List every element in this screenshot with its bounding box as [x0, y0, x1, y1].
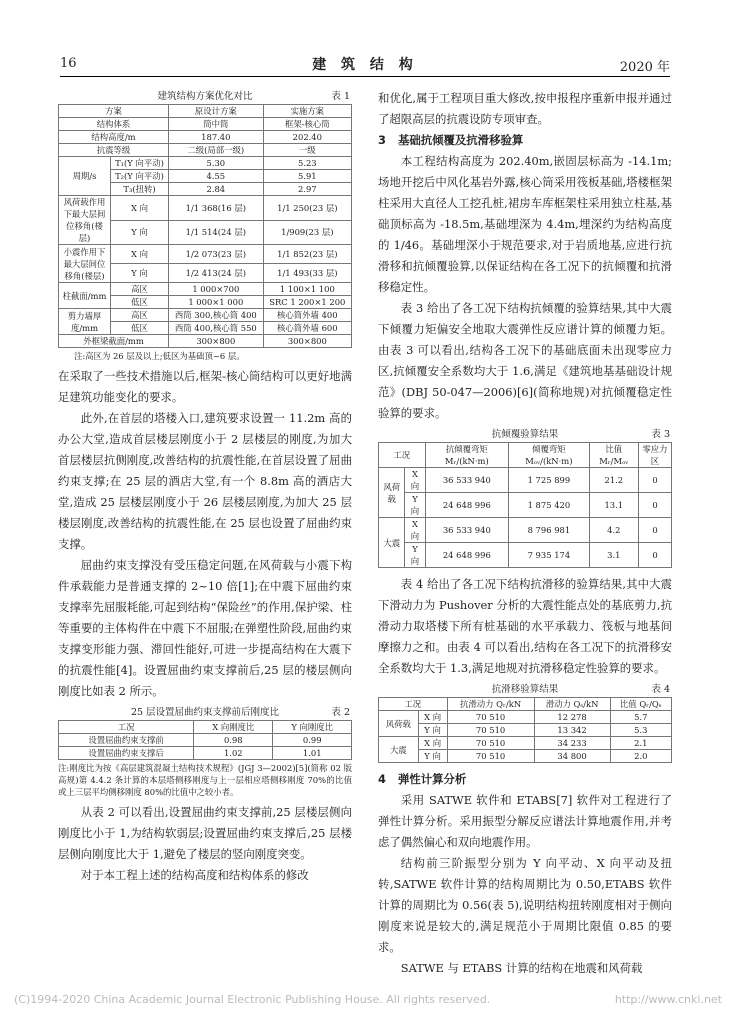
table-row: 周期/s T₁(Y 向平动) 5.30 5.23: [59, 157, 352, 170]
table-row: 外框梁截面/mm 300×800 300×800: [59, 335, 352, 348]
table1-title: 建筑结构方案优化对比: [157, 91, 253, 102]
table1: [58, 104, 352, 348]
table-row: 风荷载作用下最大层间位移角(楼层) X 向 1/1 368(16 层) 1/1 250(23 层): [59, 196, 352, 221]
table3-caption: [378, 428, 672, 442]
table-row: Y 向 24 648 996 1 875 420 13.1 0: [379, 493, 672, 518]
table1-caption: [58, 90, 352, 104]
table2-note: 注:刚度比为按《高层建筑混凝土结构技术规程》(JGJ 3—2002)[5](简称 02 版高规)第 4.4.2 条计算的本层塔侧移刚度与上一层相应塔侧移刚度 70%的比值或上三层平均侧移刚度 80%的比值中之较小者。: [58, 763, 352, 797]
paragraph: 屈曲约束支撑没有受压稳定问题,在风荷载与小震下构件承载能力是普通支撑的 2~10 倍[1];在中震下屈曲约束支撑率先屈服耗能,可起到结构“保险丝”的作用,保护梁、柱等重要的主体构件在中震下不屈服;在弹塑性阶段,屈曲约束支撑变形能力强、滞回性能好,可进一步提高结构在大震下的抗震性能[4]。设置屈曲约束支撑前后,25 层的楼层侧向刚度比如表 2 所示。: [58, 558, 352, 698]
table-row: 设置屈曲约束支撑后 1.02 1.01: [59, 747, 352, 760]
paragraph: SATWE 与 ETABS 计算的结构在地震和风荷载: [400, 961, 643, 975]
paragraph: 对于本工程上述的结构高度和结构体系的修改: [80, 868, 309, 882]
table2-title: 25 层设置屈曲约束支撑前后刚度比: [130, 707, 280, 718]
paragraph: 从表 2 可以看出,设置屈曲约束支撑前,25 层楼层侧向刚度比小于 1,为结构软弱层;设置屈曲约束支撑后,25 层楼层侧向刚度比大于 1,避免了楼层的竖向刚度突变。: [58, 805, 352, 861]
paragraph: 结构前三阶振型分别为 Y 向平动、X 向平动及扭转,SATWE 软件计算的结构周期比为 0.50,ETABS 软件计算的周期比为 0.56(表 5),说明结构扭转刚度相对于侧向刚度来说是较大的,满足规范小于周期比限值 0.85 的要求。: [378, 856, 672, 954]
section-heading-4: [378, 769, 672, 790]
table-row: 结构体系 筒中筒 框架-核心筒: [59, 118, 352, 131]
right-column: [378, 88, 672, 979]
table-row: 结构高度/m 187.40 202.40: [59, 131, 352, 144]
table-row: 柱截面/mm 高区 1 000×700 1 100×1 100: [59, 283, 352, 296]
table-row: T₃(扭转) 2.84 2.97: [59, 183, 352, 196]
section-title: 基础抗倾覆及抗滑移验算: [397, 133, 524, 147]
table-row: 工况 抗倾覆弯矩 Mᵣ/(kN·m) 倾覆弯矩 Mₒᵥ/(kN·m) 比值 Mᵣ/Mₒᵥ 零应力区: [379, 443, 672, 468]
table-row: 设置屈曲约束支撑前 0.98 0.99: [59, 734, 352, 747]
table-row: Y 向 70 510 34 800 2.0: [379, 750, 672, 763]
section-heading-3: [378, 130, 672, 151]
table4: [378, 697, 672, 763]
table3: [378, 442, 672, 568]
table-row: T₂(Y 向平动) 4.55 5.91: [59, 170, 352, 183]
page-number: 16: [60, 56, 77, 71]
header-rule: [60, 76, 670, 77]
paragraph: 此外,在首层的塔楼入口,建筑要求设置一 11.2m 高的办公大堂,造成首层楼层刚度小于 2 层楼层的刚度,为加大首层楼层抗侧刚度,改善结构的抗震性能,在首层设置了屈曲约束支撑;在 25 层的酒店大堂,有一个 8.8m 高的酒店大堂,造成 25 层楼层刚度小于 26 层楼层刚度,为加大 25 层楼层刚度,改善结构的抗震性能,在 25 层也设置了屈曲约束支撑。: [58, 411, 352, 551]
table-row: 风荷载 X 向 70 510 12 278 5.7: [379, 711, 672, 724]
table2-number: 表 2: [331, 707, 350, 718]
table3-title: 抗倾覆验算结果: [491, 429, 559, 440]
table4-number: 表 4: [651, 684, 670, 695]
table-row: Y 向 1/1 514(24 层) 1/909(23 层): [59, 220, 352, 245]
table3-number: 表 3: [651, 429, 670, 440]
section-number: 4: [378, 772, 386, 786]
table-row: 大震 X 向 36 533 940 8 796 981 4.2 0: [379, 518, 672, 543]
page-header: [0, 54, 730, 74]
table4-title: 抗滑移验算结果: [491, 684, 559, 695]
paragraph: 采用 SATWE 软件和 ETABS[7] 软件对工程进行了弹性计算分析。采用振型分解反应谱法计算地震作用,并考虑了偶然偏心和双向地震作用。: [378, 793, 672, 849]
table-row: Y 向 24 648 996 7 935 174 3.1 0: [379, 543, 672, 568]
journal-year: 2020 年: [619, 60, 670, 75]
table-row: 剪力墙厚度/mm 高区 西筒 300,核心筒 400 核心筒外墙 400: [59, 309, 352, 322]
section-title: 弹性计算分析: [397, 772, 467, 786]
paragraph: 表 3 给出了各工况下结构抗倾覆的验算结果,其中大震下倾覆力矩偏安全地取大震弹性反应谱计算的倾覆力矩。由表 3 可以看出,结构各工况下的基础底面未出现零应力区,抗倾覆安全系数均大于 1.6,满足《建筑地基基础设计规范》(DBJ 50-047—2006)[6](简称地规)对抗倾覆稳定性验算的要求。: [378, 301, 672, 420]
journal-name: 建 筑 结 构: [312, 57, 418, 73]
table-row: 大震 X 向 70 510 34 233 2.1: [379, 737, 672, 750]
table-row: 小震作用下最大层间位移角(楼层) X 向 1/2 073(23 层) 1/1 852(23 层): [59, 245, 352, 264]
copyright-text: (C)1994-2020 China Academic Journal Electronic Publishing House. All rights reserved.: [14, 993, 491, 1006]
paragraph: 表 4 给出了各工况下结构抗滑移的验算结果,其中大震下滑动力为 Pushover 分析的大震性能点处的基底剪力,抗滑动力取塔楼下所有桩基础的水平承载力、筏板与地基间摩擦力之和。由表 4 可以看出,结构在各工况下的抗滑移安全系数均大于 1.3,满足地规对抗滑移稳定性验算的要求。: [378, 577, 672, 675]
section-number: 3: [378, 133, 386, 147]
table-row: 工况 X 向刚度比 Y 向刚度比: [59, 721, 352, 734]
paragraph: 本工程结构高度为 202.40m,嵌固层标高为 -14.1m;场地开挖后中风化基岩外露,核心筒采用筏板基础,塔楼框架柱采用大直径人工挖孔桩,裙房车库框架柱采用独立柱基,基础顶标高为 -18.5m,基础埋深为 4.4m,埋深约为结构高度的 1/46。基础埋深小于规范要求,对于岩质地基,应进行抗滑移和抗倾覆验算,以保证结构在各工况下的抗倾覆和抗滑移稳定性。: [378, 154, 672, 294]
table-row: 抗震等级 二级(局部一级) 一级: [59, 144, 352, 157]
paragraph: 和优化,属于工程项目重大修改,按申报程序重新申报并通过了超限高层的抗震设防专项审查。: [378, 91, 672, 126]
copyright-footer: [14, 993, 726, 1006]
table2-caption: [58, 706, 352, 720]
table1-number: 表 1: [331, 91, 350, 102]
left-column: [58, 88, 352, 886]
paragraph: 在采取了一些技术措施以后,框架-核心筒结构可以更好地满足建筑功能变化的要求。: [58, 369, 352, 404]
table-row: Y 向 1/2 413(24 层) 1/1 493(33 层): [59, 264, 352, 283]
table-row: 低区 1 000×1 000 SRC 1 200×1 200: [59, 296, 352, 309]
table-row: 方案 原设计方案 实施方案: [59, 105, 352, 118]
footer-url: http://www.cnki.net: [614, 993, 722, 1006]
table-row: 低区 西筒 400,核心筒 550 核心筒外墙 600: [59, 322, 352, 335]
table-row: Y 向 70 510 13 342 5.3: [379, 724, 672, 737]
table-row: 工况 抗滑动力 Qᵣ/kN 滑动力 Qₛ/kN 比值 Qᵣ/Qₛ: [379, 698, 672, 711]
table-row: 风荷载 X 向 36 533 940 1 725 899 21.2 0: [379, 468, 672, 493]
table4-caption: [378, 683, 672, 697]
table1-note: 注:高区为 26 层及以上;低区为基础顶~6 层。: [74, 351, 245, 361]
table2: [58, 720, 352, 760]
